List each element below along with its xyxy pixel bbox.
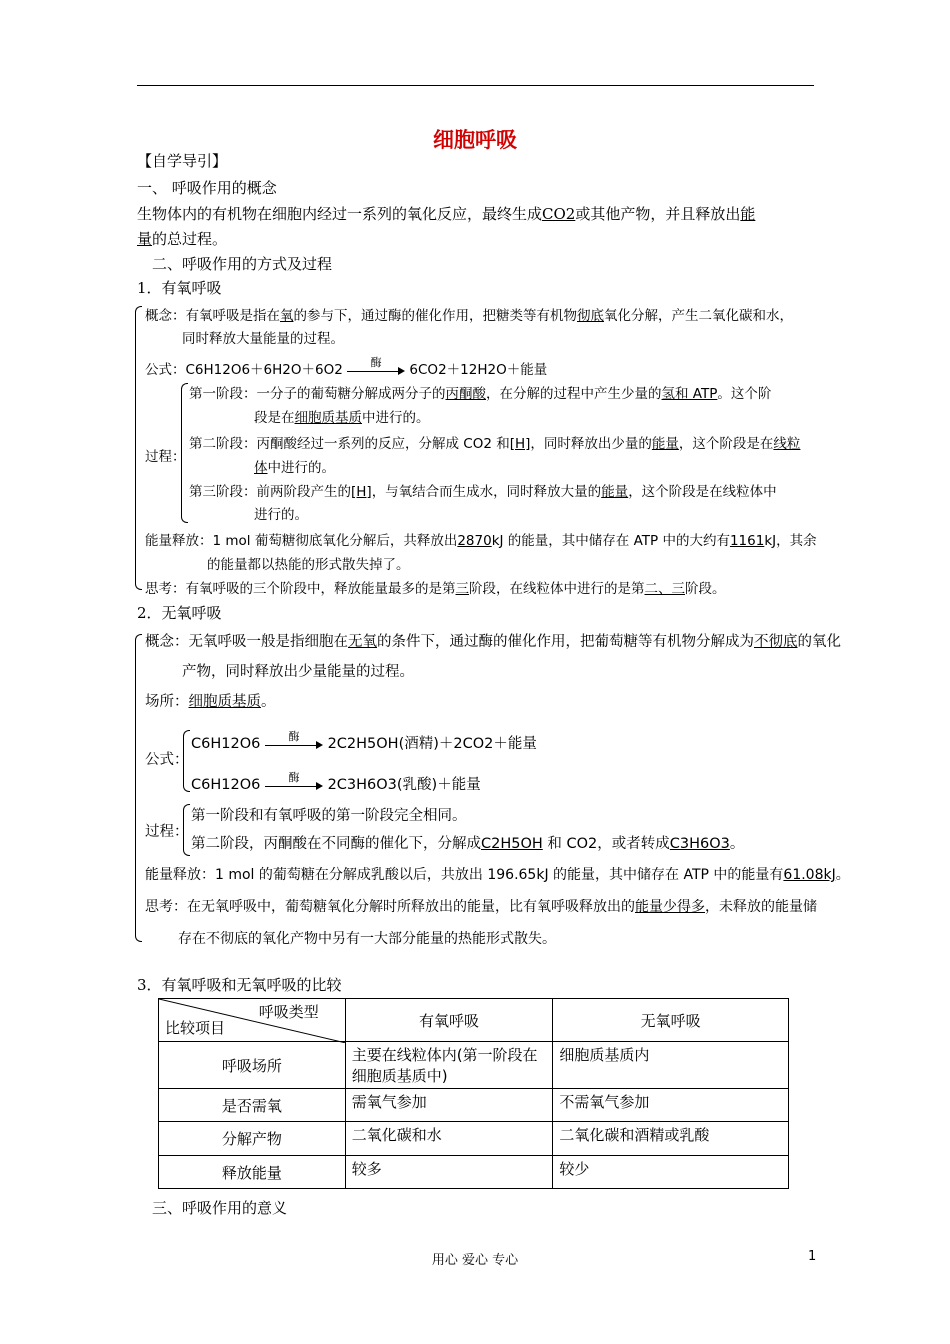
cell-anaerobic: 较少 [553, 1156, 789, 1189]
aerobic-process-label: 过程： [145, 449, 186, 465]
aerobic-stage2-line2: 体中进行的。 [254, 460, 335, 476]
table-row [159, 1156, 789, 1189]
cell-anaerobic: 细胞质基质内 [553, 1042, 789, 1089]
aerobic-title: 1．有氧呼吸 [137, 279, 222, 297]
anaerobic-title: 2．无氧呼吸 [137, 604, 222, 622]
cell-anaerobic: 不需氧气参加 [553, 1089, 789, 1122]
corner-bottom-label: 比较项目 [165, 1019, 226, 1037]
reaction-arrow: 酶 [265, 738, 323, 750]
section3-heading: 三、呼吸作用的意义 [152, 1199, 288, 1217]
aerobic-stage2-line1: 第二阶段：丙酮酸经过一系列的反应，分解成 CO2 和[H]，同时释放出少量的能量，这个阶段是在线粒 [189, 436, 801, 452]
aerobic-stage3-line2: 进行的。 [254, 507, 308, 523]
aerobic-concept-line2: 同时释放大量能量的过程。 [182, 331, 344, 347]
aerobic-think: 思考：有氧呼吸的三个阶段中，释放能量最多的是第三阶段，在线粒体中进行的是第二、三阶段。 [145, 581, 726, 597]
aerobic-process-brace [181, 383, 188, 523]
footer-text: 用心 爱心 专心 [431, 1253, 519, 1268]
anaerobic-process-label: 过程： [145, 824, 189, 840]
cell-aerobic: 较多 [345, 1156, 553, 1189]
row-item: 是否需氧 [159, 1089, 346, 1122]
anaerobic-place: 场所：细胞质基质。 [145, 694, 276, 710]
anaerobic-formula-label: 公式： [145, 752, 189, 768]
anaerobic-formula-brace [183, 730, 190, 792]
table-row [159, 1042, 789, 1089]
anaerobic-concept-line1: 概念：无氧呼吸一般是指细胞在无氧的条件下，通过酶的催化作用，把葡萄糖等有机物分解成为不彻底的氧化 [145, 634, 841, 650]
section1-text-line1: 生物体内的有机物在细胞内经过一系列的氧化反应，最终生成CO2或其他产物，并且释放出能 [137, 205, 756, 223]
table-row [159, 1122, 789, 1156]
aerobic-energy-line2: 的能量都以热能的形式散失掉了。 [207, 557, 410, 573]
row-item: 分解产物 [159, 1122, 346, 1156]
table-row [159, 1089, 789, 1122]
aerobic-concept-line1: 概念：有氧呼吸是指在氧的参与下，通过酶的催化作用，把糖类等有机物彻底氧化分解，产生二氧化碳和水， [145, 308, 793, 324]
compare-title: 3．有氧呼吸和无氧呼吸的比较 [137, 976, 342, 994]
aerobic-formula: 公式：C6H12O6＋6H2O＋6O2 酶 6CO2＋12H2O＋能量 [145, 356, 548, 378]
page-number: 1 [808, 1249, 817, 1264]
cell-aerobic: 主要在线粒体内(第一阶段在细胞质基质中) [345, 1042, 553, 1089]
section2-heading: 二、呼吸作用的方式及过程 [152, 255, 333, 273]
corner-cell [159, 999, 346, 1042]
cell-aerobic: 需氧气参加 [345, 1089, 553, 1122]
aerobic-stage3-line1: 第三阶段：前两阶段产生的[H]，与氧结合而生成水，同时释放大量的能量，这个阶段是在线粒体中 [189, 484, 777, 500]
comparison-table [158, 998, 789, 1189]
cell-aerobic: 二氧化碳和水 [345, 1122, 553, 1156]
header-rule [137, 85, 814, 86]
aerobic-stage1-line1: 第一阶段：一分子的葡萄糖分解成两分子的丙酮酸，在分解的过程中产生少量的氢和 ATP。这个阶 [189, 386, 772, 402]
reaction-arrow: 酶 [265, 779, 323, 791]
anaerobic-energy: 能量释放：1 mol 的葡萄糖在分解成乳酸以后，共放出 196.65kJ 的能量，其中储存在 ATP 中的能量有61.08kJ。 [145, 867, 850, 883]
aerobic-brace [135, 306, 142, 590]
anaerobic-think-line2: 存在不彻底的氧化产物中另有一大部分能量的热能形式散失。 [178, 931, 556, 947]
anaerobic-formula-lactic: C6H12O6 酶 2C3H6O3(乳酸)＋能量 [191, 771, 481, 793]
section1-text-line2: 量的总过程。 [137, 230, 228, 248]
anaerobic-brace [135, 634, 142, 942]
anaerobic-formula-alcohol: C6H12O6 酶 2C2H5OH(酒精)＋2CO2＋能量 [191, 730, 537, 752]
cell-anaerobic: 二氧化碳和酒精或乳酸 [553, 1122, 789, 1156]
anaerobic-think-line1: 思考：在无氧呼吸中，葡萄糖氧化分解时所释放出的能量，比有氧呼吸释放出的能量少得多，未释放的能量储 [145, 899, 817, 915]
anaerobic-stage1: 第一阶段和有氧呼吸的第一阶段完全相同。 [191, 808, 467, 824]
section1-heading: 一、 呼吸作用的概念 [137, 179, 277, 197]
corner-top-label: 呼吸类型 [258, 1003, 319, 1021]
table-header-row [159, 999, 789, 1042]
anaerobic-process-brace [183, 804, 190, 856]
row-item: 呼吸场所 [159, 1042, 346, 1089]
col-header-anaerobic: 无氧呼吸 [553, 999, 789, 1042]
row-item: 释放能量 [159, 1156, 346, 1189]
aerobic-stage1-line2: 段是在细胞质基质中进行的。 [254, 410, 430, 426]
col-header-aerobic: 有氧呼吸 [345, 999, 553, 1042]
anaerobic-stage2: 第二阶段，丙酮酸在不同酶的催化下，分解成C2H5OH 和 CO2，或者转成C3H6O3。 [191, 836, 745, 852]
page-title: 细胞呼吸 [433, 127, 517, 152]
aerobic-energy-line1: 能量释放：1 mol 葡萄糖彻底氧化分解后，共释放出2870kJ 的能量，其中储存在 ATP 中的大约有1161kJ，其余 [145, 533, 817, 549]
anaerobic-concept-line2: 产物，同时释放出少量能量的过程。 [182, 664, 414, 680]
reaction-arrow: 酶 [347, 364, 405, 376]
guide-label: 【自学导引】 [137, 152, 228, 170]
